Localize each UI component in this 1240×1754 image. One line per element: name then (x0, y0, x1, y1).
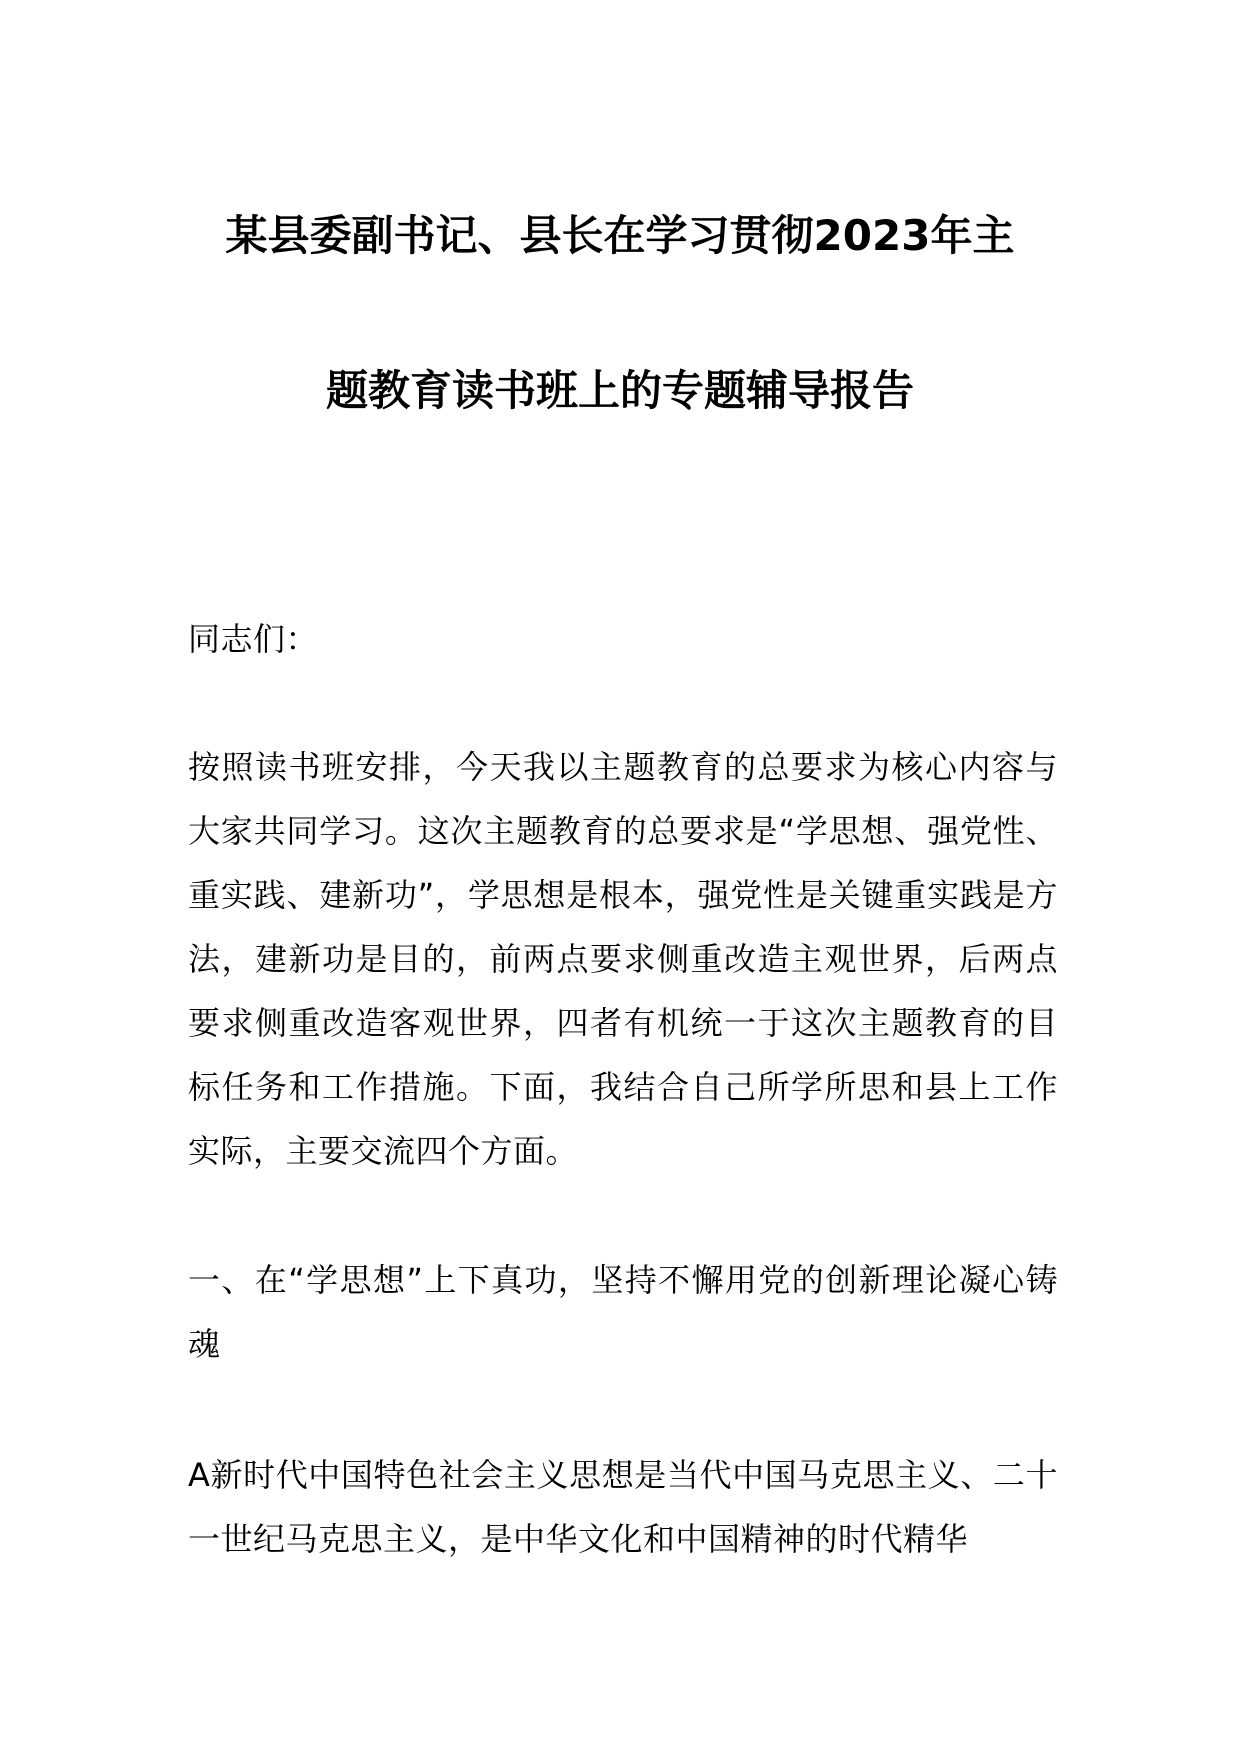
section-one-paragraph: A新时代中国特色社会主义思想是当代中国马克思主义、二十一世纪马克思主义，是中华文化和中国精神的时代精华 (188, 1456, 1058, 1558)
section-one-heading: 一、在“学思想”上下真功，坚持不懈用党的创新理论凝心铸魂 (188, 1261, 1058, 1363)
document-title-line-1: 某县委副书记、县长在学习贯彻2023年主 (225, 211, 1015, 260)
intro-paragraph: 按照读书班安排，今天我以主题教育的总要求为核心内容与大家共同学习。这次主题教育的总要求是“学思想、强党性、重实践、建新功”，学思想是根本，强党性是关键重实践是方法，建新功是目的，前两点要求侧重改造主观世界，后两点要求侧重改造客观世界，四者有机统一于这次主题教育的目标任务和工作措施。下面，我结合自己所学所思和县上工作实际，主要交流四个方面。 (188, 748, 1058, 1170)
document-title-line-2: 题教育读书班上的专题辅导报告 (325, 366, 914, 415)
greeting: 同志们： (188, 620, 319, 658)
